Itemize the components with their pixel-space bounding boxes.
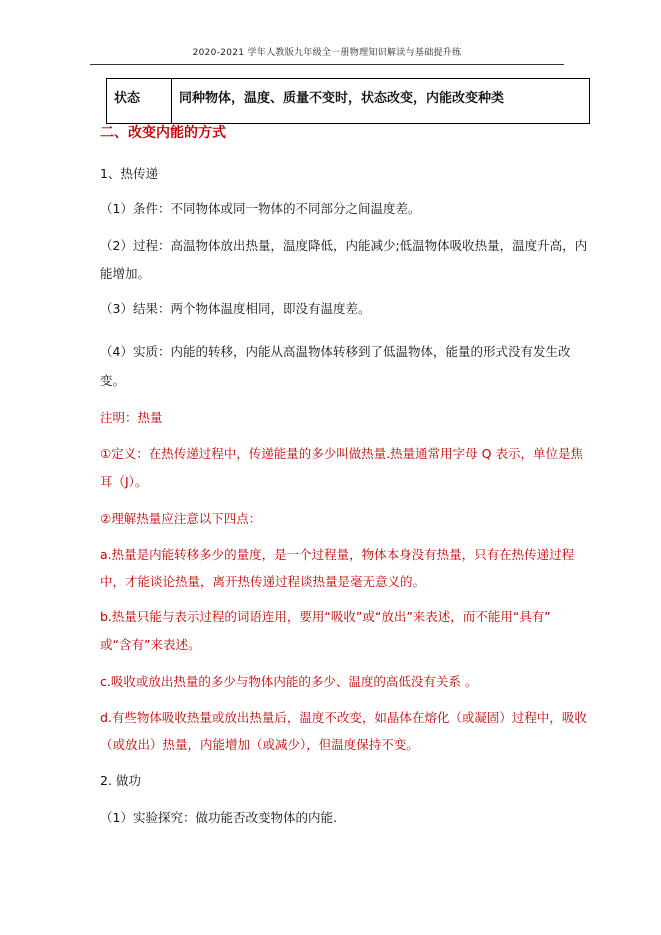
- note-point-b-cont: 或“含有”来表述。: [100, 637, 201, 652]
- table-cell-label: 状态: [107, 79, 172, 124]
- note-points-heading: ②理解热量应注意以下四点：: [100, 511, 262, 526]
- note-point-a-cont: 中，才能谈论热量，离开热传递过程谈热量是毫无意义的。: [100, 574, 426, 589]
- table-cell-content: 同种物体，温度、质量不变时，状态改变，内能改变种类: [172, 79, 590, 124]
- header-rule: [90, 64, 564, 65]
- page-header: 2020-2021 学年人教版九年级全一册物理知识解读与基础提升练: [192, 48, 462, 58]
- note-point-d-cont: （或放出）热量，内能增加（或减少），但温度保持不变。: [100, 737, 419, 752]
- paragraph-essence: （4）实质：内能的转移，内能从高温物体转移到了低温物体，能量的形式没有发生改: [100, 344, 571, 359]
- paragraph-process-cont: 能增加。: [100, 266, 151, 281]
- note-point-a: a.热量是内能转移多少的量度，是一个过程量，物体本身没有热量，只有在热传递过程: [100, 547, 575, 562]
- note-heading: 注明：热量: [100, 410, 163, 425]
- paragraph-result: （3）结果：两个物体温度相同，即没有温度差。: [100, 301, 371, 316]
- note-definition: ①定义：在热传递过程中，传递能量的多少叫做热量.热量通常用字母 Q 表示，单位是焦: [100, 446, 583, 461]
- paragraph-essence-cont: 变。: [100, 373, 126, 388]
- note-point-b: b.热量只能与表示过程的词语连用，要用“吸收”或“放出”来表述，而不能用“具有”: [100, 609, 551, 624]
- paragraph-process: （2）过程：高温物体放出热量，温度降低，内能减少;低温物体吸收热量，温度升高，内: [100, 238, 588, 253]
- state-table: [106, 78, 590, 124]
- note-definition-cont: 耳（J）。: [100, 474, 148, 489]
- paragraph-experiment: （1）实验探究：做功能否改变物体的内能.: [100, 810, 337, 825]
- subsection-heat-transfer: 1、热传递: [100, 166, 158, 181]
- paragraph-condition: （1）条件：不同物体或同一物体的不同部分之间温度差。: [100, 201, 421, 216]
- section-heading: 二、改变内能的方式: [100, 125, 226, 141]
- subsection-work: 2. 做功: [100, 773, 141, 788]
- note-point-d: d.有些物体吸收热量或放出热量后，温度不改变，如晶体在熔化（或凝固）过程中，吸收: [100, 710, 587, 725]
- note-point-c: c.吸收或放出热量的多少与物体内能的多少、温度的高低没有关系 。: [100, 674, 478, 689]
- table-row: [107, 79, 590, 124]
